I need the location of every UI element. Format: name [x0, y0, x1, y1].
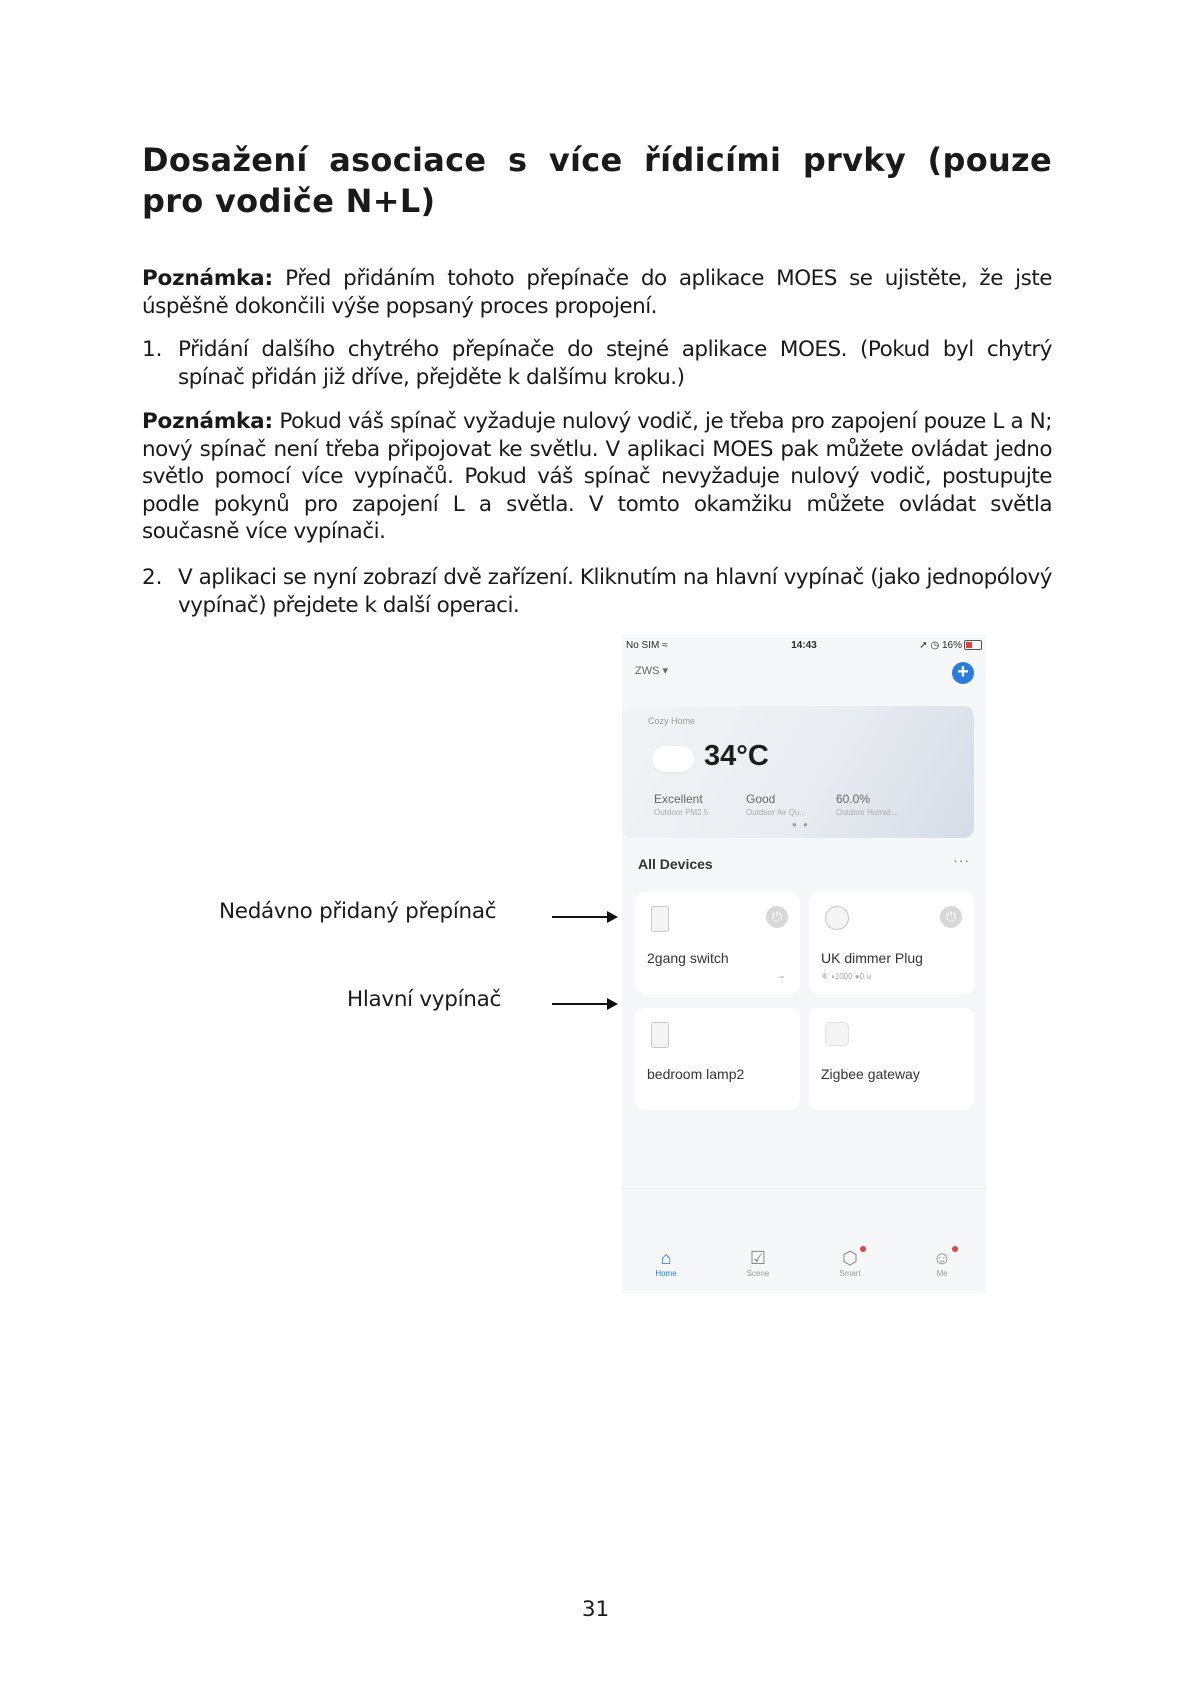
tab-smart[interactable]: ⬡ Smart [820, 1247, 880, 1278]
step-text: Přidání dalšího chytrého přepínače do stejné aplikace MOES. (Pokud byl chytrý spínač přidán již dříve, přejděte k dalšímu kroku.) [178, 337, 1052, 390]
note-text: Pokud váš spínač vyžaduje nulový vodič, je třeba pro zapojení pouze L a N; nový spínač není třeba připojovat ke světlu. V aplikaci MOES pak můžete ovládat jedno světlo pomocí více vypínačů. Pokud váš spínač nevyžaduje nulový vodič, postupujte podle pokynů pro zapojení L a světla. V tomto okamžiku můžete ovládat světla současně více vypínači. [142, 409, 1052, 544]
note-text: Před přidáním tohoto přepínače do aplikace MOES se ujistěte, že jste úspěšně dokončili výše popsaný proces propojení. [142, 266, 1052, 319]
battery-status: ➚ ◷ 16% [919, 640, 982, 651]
more-icon[interactable]: ··· [953, 852, 970, 868]
section-title: All Devices [638, 856, 713, 872]
device-status: ※ ◑1000 ●0 ⊌ [821, 972, 873, 981]
note-label: Poznámka: [142, 409, 273, 434]
temperature: 34°C [704, 740, 769, 772]
location-icon: ➚ [919, 640, 928, 651]
step-number: 2. [142, 565, 163, 590]
wifi-icon: ≈ [662, 640, 668, 651]
switch-icon [651, 1022, 669, 1048]
home-selector[interactable]: ZWS ▾ [635, 665, 669, 677]
power-icon[interactable]: ⏻ [940, 906, 962, 928]
note-paragraph-1 [142, 265, 1052, 320]
clock: 14:43 [791, 640, 817, 651]
scene-icon: ☑ [749, 1248, 767, 1268]
cloud-icon [652, 746, 694, 772]
arrow-icon [552, 998, 618, 1010]
device-name: bedroom lamp2 [647, 1066, 745, 1082]
metric-air-quality: Good Outdoor Air Qu... [746, 792, 807, 817]
carousel-dots: ● ● [792, 820, 810, 829]
weather-card[interactable] [622, 706, 974, 838]
page-title: Dosažení asociace s více řídicími prvky (pouze pro vodiče N+L) [142, 141, 1052, 220]
status-bar [626, 638, 982, 656]
switch-icon [651, 906, 669, 932]
home-name: Cozy Home [648, 716, 696, 726]
app-screenshot [622, 634, 986, 1294]
note-label: Poznámka: [142, 266, 273, 291]
step-number: 1. [142, 337, 163, 362]
add-device-button[interactable]: + [952, 662, 974, 684]
main-switch-label: Hlavní vypínač [347, 987, 501, 1012]
device-name: UK dimmer Plug [821, 950, 923, 966]
smart-icon: ⬡ [820, 1247, 880, 1269]
tab-me[interactable]: ☺ Me [912, 1247, 972, 1278]
device-card-bedroom-lamp2[interactable] [635, 1008, 800, 1110]
device-card-uk-dimmer-plug[interactable] [809, 892, 974, 994]
device-card-2gang-switch[interactable] [635, 892, 800, 994]
notification-dot [952, 1246, 958, 1252]
device-name: Zigbee gateway [821, 1066, 920, 1082]
power-icon[interactable]: ⏻ [766, 906, 788, 928]
step-text: V aplikaci se nyní zobrazí dvě zařízení. Kliknutím na hlavní vypínač (jako jednopólový vypínač) přejdete k další operaci. [178, 565, 1052, 618]
metric-pm25: Excellent Outdoor PM2.5 [654, 792, 709, 817]
battery-icon [964, 640, 982, 650]
metric-humidity: 60.0% Outdoor Humid... [836, 792, 897, 817]
device-name: 2gang switch [647, 950, 729, 966]
tab-bar [622, 1188, 986, 1294]
arrow-icon [552, 911, 618, 923]
home-icon: ⌂ [660, 1248, 672, 1268]
notification-dot [860, 1246, 866, 1252]
tab-home[interactable]: ⌂ Home [636, 1247, 696, 1278]
profile-icon: ☺ [912, 1247, 972, 1269]
carrier-label: No SIM ≈ [626, 640, 668, 651]
tab-scene[interactable]: ☑ Scene [728, 1247, 788, 1278]
gateway-icon [825, 1022, 849, 1046]
plug-icon [825, 906, 849, 930]
note-paragraph-2 [142, 408, 1052, 546]
chevron-down-icon[interactable]: ⌄ [778, 970, 786, 980]
recent-switch-label: Nedávno přidaný přepínač [219, 899, 497, 924]
page-number: 31 [581, 1597, 610, 1622]
device-card-zigbee-gateway[interactable] [809, 1008, 974, 1110]
